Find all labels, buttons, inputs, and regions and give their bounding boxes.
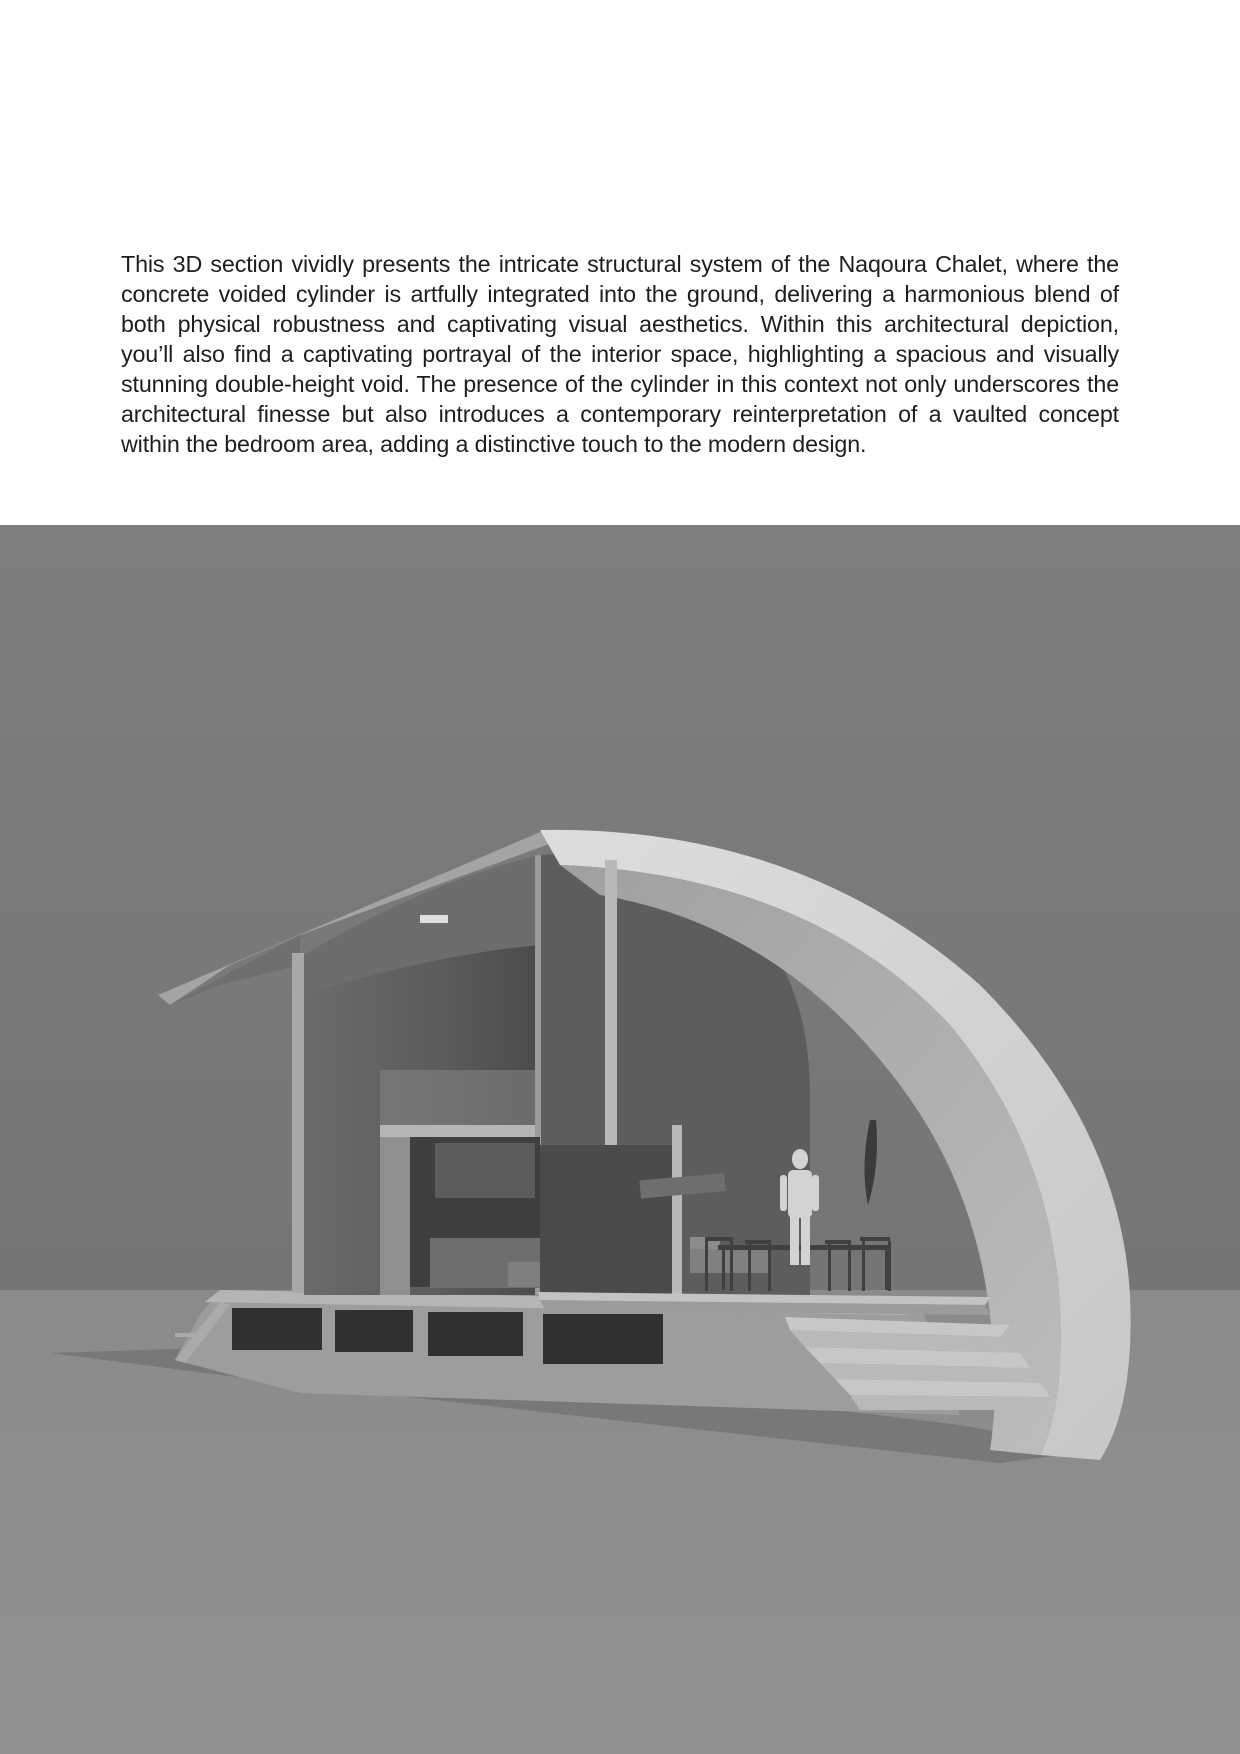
text-block bbox=[121, 249, 1119, 459]
glass-partition bbox=[380, 1070, 540, 1125]
roof-slit bbox=[420, 915, 448, 923]
left-column bbox=[292, 953, 304, 1293]
section-render bbox=[0, 525, 1240, 1754]
description-paragraph: This 3D section vividly presents the intricate structural system of the Naqoura Chalet, where the concrete voided cylinder is artfully integrated into the ground, delivering a harmonious blend of both physical robustness and captivating visual aesthetics. Within this architectural depiction, you’ll also find a captivating portrayal of the interior space, highlighting a spacious and visually stunning double-height void. The presence of the cylinder in this context not only underscores the architectural finesse but also introduces a contemporary reinterpretation of a vaulted concept within the bedroom area, adding a distinctive touch to the modern design. bbox=[121, 251, 1119, 457]
chalet-section-illustration bbox=[0, 525, 1240, 1754]
mullion-right bbox=[672, 1125, 682, 1295]
